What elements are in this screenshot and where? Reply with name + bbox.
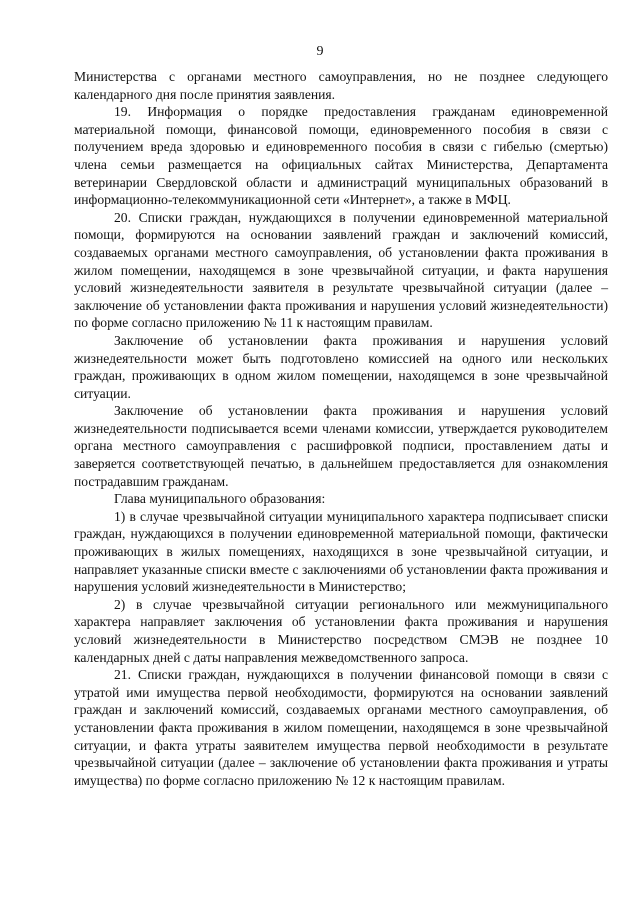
page-number: 9 [316, 44, 324, 59]
paragraph-head-of-municipality: Глава муниципального образования: [114, 491, 326, 507]
paragraph-19-information: 19. Информация о порядке предоставления гражданам единовременной материальной помощи, финансовой помощи, единовременного пособия в связи с получением вреда здоровью и единовременного пособия в связи с гибелью (смертью) члена семьи размещается на официальных сайтах Министерства, Департамента ветеринарии Свердловской области и администраций муниципальных образований в информационно-телекоммуникационной сети «Интернет», а также в МФЦ. [74, 104, 608, 208]
paragraph-item-1-municipal: 1) в случае чрезвычайной ситуации муниципального характера подписывает списки граждан, нуждающихся в получении единовременной материальной помощи, фактически проживающих в жилых помещениях, находящихся в зоне чрезвычайной ситуации, и направляет указанные списки вместе с заключениями об установлении факта проживания и нарушения условий жизнедеятельности в Министерство; [74, 508, 608, 595]
paragraph-conclusion-prepared: Заключение об установлении факта проживания и нарушения условий жизнедеятельности может быть подготовлено комиссией на одного или нескольких граждан, проживающих в одном жилом помещении, находящемся в зоне чрезвычайной ситуации. [74, 332, 608, 401]
paragraph-20-lists: 20. Списки граждан, нуждающихся в получении единовременной материальной помощи, формируются на основании заявлений граждан и заключений комиссий, создаваемых органами местного самоуправления, об установлении факта проживания в жилом помещении, находящемся в зоне чрезвычайной ситуации, и факта нарушения условий жизнедеятельности заявителя в результате чрезвычайной ситуации (далее – заключение об установлении факта проживания и нарушения условий жизнедеятельности) по форме согласно приложению № 11 к настоящим правилам. [74, 209, 608, 331]
paragraph-conclusion-signed: Заключение об установлении факта проживания и нарушения условий жизнедеятельности подписывается всеми членами комиссии, утверждается руководителем органа местного самоуправления с расшифровкой подписи, проставлением даты и заверяется соответствующей печатью, в дальнейшем предоставляется для ознакомления пострадавшим гражданам. [74, 403, 608, 489]
paragraph-continuation: Министерства с органами местного самоуправления, но не позднее следующего календарного дня после принятия заявления. [74, 69, 608, 102]
paragraph-item-2-regional: 2) в случае чрезвычайной ситуации регионального или межмуниципального характера направляет заключения об установлении факта проживания и нарушения условий жизнедеятельности в Министерство посредством СМЭВ не позднее 10 календарных дней с даты направления межведомственного запроса. [74, 596, 608, 665]
document-body [74, 68, 608, 789]
paragraph-21-financial-aid: 21. Списки граждан, нуждающихся в получении финансовой помощи в связи с утратой ими имущества первой необходимости, формируются на основании заявлений граждан и заключений комиссий, создаваемых органами местного самоуправления, об установлении факта проживания в жилом помещении, находящемся в зоне чрезвычайной ситуации, и факта утраты заявителем имущества первой необходимости в результате чрезвычайной ситуации (далее – заключение об установлении факта проживания и утраты имущества) по форме согласно приложению № 12 к настоящим правилам. [74, 667, 608, 788]
